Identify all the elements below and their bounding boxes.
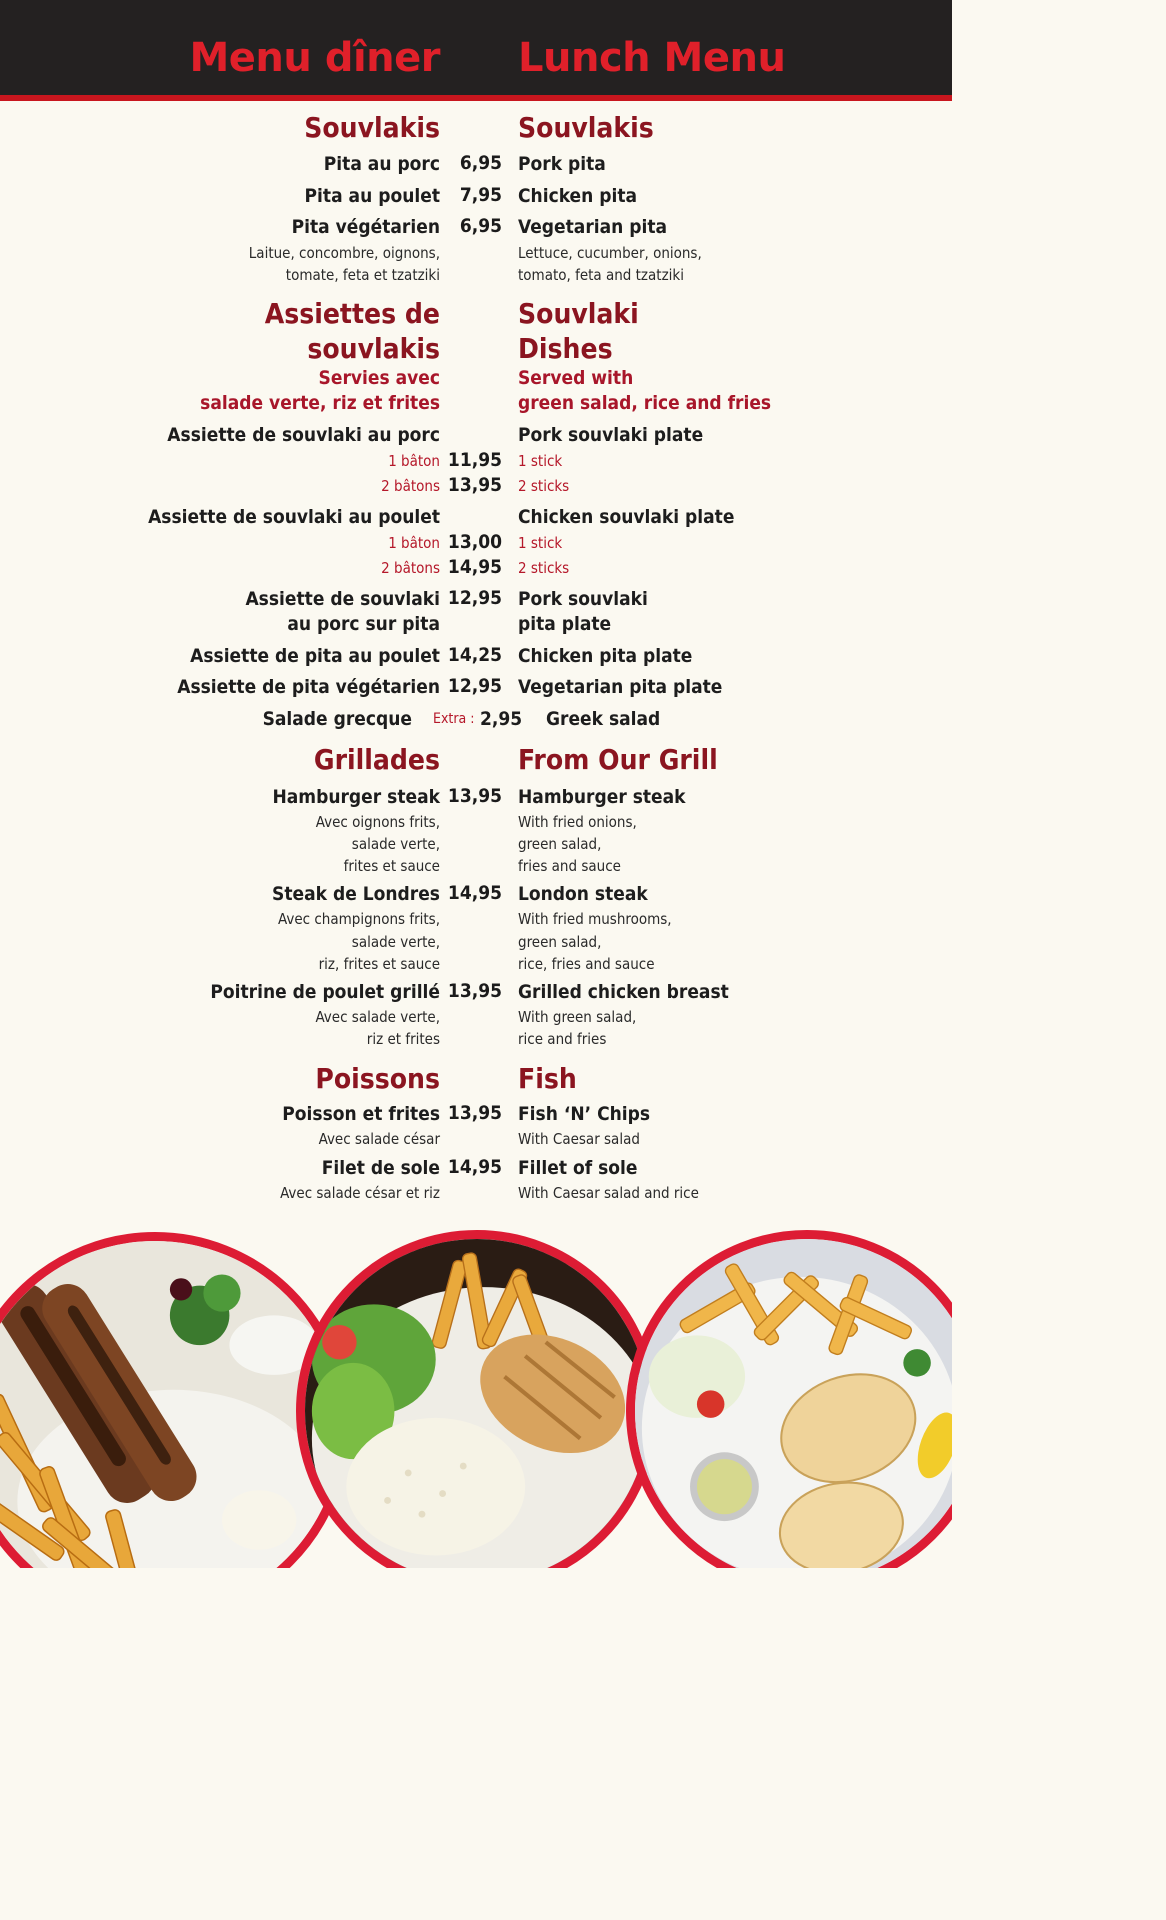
price: 6,95 <box>459 152 502 174</box>
item-description-fr: salade verte, <box>351 835 440 853</box>
price: 14,95 <box>447 1156 502 1178</box>
price: 7,95 <box>459 184 502 206</box>
served-with-en: Served with <box>518 367 634 389</box>
item-description-fr: Avec salade césar <box>318 1130 440 1148</box>
price: 11,95 <box>447 449 502 471</box>
price: 6,95 <box>459 215 502 237</box>
souvlaki-plate-illustration <box>0 1241 341 1568</box>
menu-item-en: Vegetarian pita <box>518 216 668 238</box>
item-description-en: green salad, <box>518 933 602 951</box>
menu-item-fr: Poitrine de poulet grillé <box>210 981 440 1003</box>
menu-item-fr: Pita au poulet <box>304 185 440 207</box>
item-description-fr: tomate, feta et tzatziki <box>285 266 440 284</box>
menu-item-fr: Assiette de souvlaki au porc <box>167 424 440 446</box>
item-description-en: With fried mushrooms, <box>518 910 672 928</box>
item-description-fr: salade verte, <box>351 933 440 951</box>
menu-item-fr: Assiette de pita au poulet <box>190 645 440 667</box>
menu-item-fr: Assiette de pita végétarien <box>177 676 440 698</box>
price: 13,00 <box>447 531 502 553</box>
item-description-en: Lettuce, cucumber, onions, <box>518 244 702 262</box>
item-description-en: rice and fries <box>518 1030 607 1048</box>
option-en: 1 stick <box>518 534 563 552</box>
price: 13,95 <box>447 474 502 496</box>
item-description-en: tomato, feta and tzatziki <box>518 266 684 284</box>
menu-item-en: Chicken pita <box>518 185 638 207</box>
price: 13,95 <box>447 1102 502 1124</box>
section-title-fr: Grillades <box>313 743 440 776</box>
price: 12,95 <box>447 587 502 609</box>
section-title-fr: Souvlakis <box>304 111 440 144</box>
section-title-fr: souvlakis <box>307 332 440 365</box>
price: 2,95 <box>480 708 523 730</box>
option-en: 2 sticks <box>518 477 570 495</box>
menu-item-fr: au porc sur pita <box>287 613 440 635</box>
option-en: 2 sticks <box>518 559 570 577</box>
option-fr: 1 bâton <box>388 534 440 552</box>
menu-item-fr: Pita au porc <box>323 153 440 175</box>
menu-item-fr: Pita végétarien <box>291 216 440 238</box>
item-description-fr: Avec champignons frits, <box>278 910 440 928</box>
item-description-fr: Avec salade verte, <box>315 1008 440 1026</box>
option-fr: 2 bâtons <box>381 559 440 577</box>
served-with-fr: Servies avec <box>318 367 440 389</box>
extra-label: Extra : <box>433 711 475 727</box>
price: 14,25 <box>447 644 502 666</box>
item-description-en: green salad, <box>518 835 602 853</box>
section-title-en: Dishes <box>518 332 613 365</box>
option-fr: 2 bâtons <box>381 477 440 495</box>
fish-and-chips-photo <box>626 1230 952 1568</box>
price: 12,95 <box>447 675 502 697</box>
food-photos <box>0 1230 952 1568</box>
title-en: Lunch Menu <box>518 35 786 81</box>
option-en: 1 stick <box>518 452 563 470</box>
item-description-en: rice, fries and sauce <box>518 955 655 973</box>
title-fr: Menu dîner <box>189 35 440 81</box>
menu-item-en: Greek salad <box>546 708 661 730</box>
section-title-en: From Our Grill <box>518 743 718 776</box>
item-description-fr: Avec oignons frits, <box>315 813 440 831</box>
section-title-fr: Poissons <box>315 1062 440 1095</box>
option-fr: 1 bâton <box>388 452 440 470</box>
menu-item-en: Pork pita <box>518 153 606 175</box>
menu-item-en: Hamburger steak <box>518 786 686 808</box>
item-description-fr: Laitue, concombre, oignons, <box>248 244 440 262</box>
menu-item-en: Chicken pita plate <box>518 645 693 667</box>
section-title-en: Souvlakis <box>518 111 654 144</box>
menu-item-en: London steak <box>518 883 648 905</box>
section-title-fr: Assiettes de <box>264 297 440 330</box>
fish-and-chips-illustration <box>635 1239 952 1568</box>
menu-item-fr: Steak de Londres <box>272 883 440 905</box>
item-description-fr: riz, frites et sauce <box>318 955 440 973</box>
menu-item-en: Grilled chicken breast <box>518 981 729 1003</box>
menu-item-fr: Filet de sole <box>321 1157 440 1179</box>
price: 13,95 <box>447 785 502 807</box>
menu-item-en: Chicken souvlaki plate <box>518 506 735 528</box>
price: 14,95 <box>447 882 502 904</box>
menu-item-fr: Hamburger steak <box>272 786 440 808</box>
section-title-en: Fish <box>518 1062 577 1095</box>
menu-item-fr: Poisson et frites <box>282 1103 440 1125</box>
chicken-rice-plate-illustration <box>305 1239 649 1568</box>
price: 13,95 <box>447 980 502 1002</box>
menu-item-en: pita plate <box>518 613 612 635</box>
item-description-en: With fried onions, <box>518 813 637 831</box>
item-description-fr: frites et sauce <box>343 857 440 875</box>
item-description-en: With green salad, <box>518 1008 637 1026</box>
menu-item-en: Fillet of sole <box>518 1157 638 1179</box>
section-title-en: Souvlaki <box>518 297 639 330</box>
menu-item-en: Vegetarian pita plate <box>518 676 723 698</box>
served-with-en: green salad, rice and fries <box>518 392 772 414</box>
menu-item-fr: Assiette de souvlaki au poulet <box>148 506 440 528</box>
menu-item-en: Pork souvlaki <box>518 588 648 610</box>
menu-item-fr: Salade grecque <box>262 708 412 730</box>
item-description-en: With Caesar salad and rice <box>518 1184 699 1202</box>
item-description-en: fries and sauce <box>518 857 621 875</box>
item-description-fr: riz et frites <box>366 1030 440 1048</box>
menu-item-fr: Assiette de souvlaki <box>245 588 440 610</box>
served-with-fr: salade verte, riz et frites <box>200 392 440 414</box>
price: 14,95 <box>447 556 502 578</box>
item-description-en: With Caesar salad <box>518 1130 640 1148</box>
chicken-rice-plate-photo <box>296 1230 658 1568</box>
menu-item-en: Pork souvlaki plate <box>518 424 704 446</box>
menu-item-en: Fish ‘N’ Chips <box>518 1103 651 1125</box>
item-description-fr: Avec salade césar et riz <box>280 1184 440 1202</box>
header-bar <box>0 0 952 101</box>
